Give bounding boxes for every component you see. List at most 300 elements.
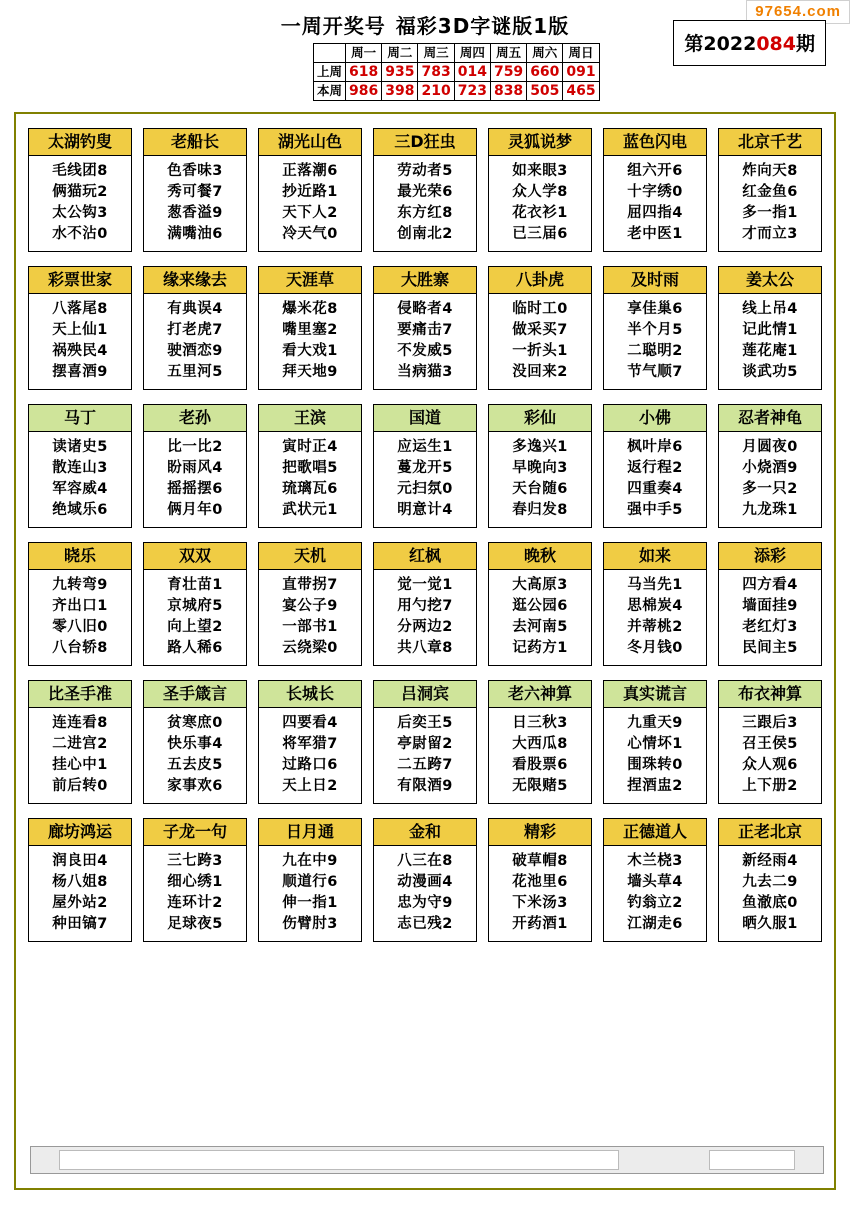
- card-line: 钓翁立2: [627, 895, 683, 911]
- card-line: 九在中9: [282, 853, 338, 869]
- riddle-card[interactable]: [258, 404, 362, 528]
- card-body: [374, 846, 476, 941]
- riddle-card[interactable]: [258, 266, 362, 390]
- card-line: 记此情1: [742, 322, 798, 338]
- card-line: 十字绣0: [627, 184, 683, 200]
- card-line: 上下册2: [742, 778, 798, 794]
- site-watermark: 97654.com: [746, 0, 850, 24]
- card-row: [28, 128, 822, 252]
- card-body: [489, 294, 591, 389]
- riddle-card[interactable]: [718, 128, 822, 252]
- card-line: 江湖走6: [627, 916, 683, 932]
- card-line: 没回来2: [512, 364, 568, 380]
- card-body: [259, 708, 361, 803]
- card-body: [144, 156, 246, 251]
- card-title: 蓝色闪电: [604, 129, 706, 156]
- riddle-card[interactable]: [603, 680, 707, 804]
- card-line: 五里河5: [167, 364, 223, 380]
- card-line: 众人观6: [742, 757, 798, 773]
- riddle-card[interactable]: [718, 266, 822, 390]
- riddle-card[interactable]: [28, 404, 132, 528]
- card-title: 三D狂虫: [374, 129, 476, 156]
- card-line: 家事欢6: [167, 778, 223, 794]
- card-line: 驶酒恋9: [167, 343, 223, 359]
- page-header: [0, 0, 850, 110]
- card-line: 东方红8: [397, 205, 453, 221]
- card-line: 心情坏1: [627, 736, 683, 752]
- cell-value: 723: [454, 82, 490, 101]
- card-line: 俩月年0: [167, 502, 223, 518]
- card-line: 武状元1: [282, 502, 338, 518]
- card-title: 太湖钓叟: [29, 129, 131, 156]
- card-row: [28, 680, 822, 804]
- card-title: 小佛: [604, 405, 706, 432]
- card-line: 冷天气0: [282, 226, 338, 242]
- riddle-card[interactable]: [488, 818, 592, 942]
- riddle-card[interactable]: [258, 542, 362, 666]
- card-line: 秀可餐7: [167, 184, 223, 200]
- card-body: [259, 432, 361, 527]
- riddle-card[interactable]: [143, 404, 247, 528]
- cell-value: 935: [382, 63, 418, 82]
- card-body: [604, 294, 706, 389]
- card-line: 润良田4: [52, 853, 108, 869]
- card-line: 快乐事4: [167, 736, 223, 752]
- card-body: [489, 846, 591, 941]
- card-title: 灵狐说梦: [489, 129, 591, 156]
- card-line: 枫叶岸6: [627, 439, 683, 455]
- card-line: 花衣衫1: [512, 205, 568, 221]
- card-line: 育壮苗1: [167, 577, 223, 593]
- card-line: 打老虎7: [167, 322, 223, 338]
- card-line: 四方看4: [742, 577, 798, 593]
- card-row: [28, 818, 822, 942]
- card-line: 节气顺7: [627, 364, 683, 380]
- card-line: 日三秋3: [512, 715, 568, 731]
- card-body: [489, 156, 591, 251]
- card-title: 彩票世家: [29, 267, 131, 294]
- card-title: 老船长: [144, 129, 246, 156]
- table-row: [314, 82, 600, 101]
- card-line: 把歌唱5: [282, 460, 338, 476]
- card-line: 八落尾8: [52, 301, 108, 317]
- card-line: 多一只2: [742, 481, 798, 497]
- card-title: 精彩: [489, 819, 591, 846]
- card-body: [604, 708, 706, 803]
- card-line: 多一指1: [742, 205, 798, 221]
- card-line: 半个月5: [627, 322, 683, 338]
- card-line: 围珠转0: [627, 757, 683, 773]
- card-line: 大西瓜8: [512, 736, 568, 752]
- card-body: [374, 708, 476, 803]
- card-title: 真实谎言: [604, 681, 706, 708]
- card-line: 花池里6: [512, 874, 568, 890]
- col-tue: 周二: [382, 44, 418, 63]
- card-line: 记药方1: [512, 640, 568, 656]
- card-line: 伤臂肘3: [282, 916, 338, 932]
- card-line: 晒久服1: [742, 916, 798, 932]
- corner-cell: [314, 44, 346, 63]
- card-body: [144, 432, 246, 527]
- card-line: 明意计4: [397, 502, 453, 518]
- card-row: [28, 266, 822, 390]
- card-body: [604, 846, 706, 941]
- card-title: 老孙: [144, 405, 246, 432]
- card-title: 金和: [374, 819, 476, 846]
- card-title: 大胜寨: [374, 267, 476, 294]
- card-line: 逛公园6: [512, 598, 568, 614]
- riddle-card[interactable]: [28, 818, 132, 942]
- card-line: 红金鱼6: [742, 184, 798, 200]
- card-line: 读诸史5: [52, 439, 108, 455]
- card-line: 九龙珠1: [742, 502, 798, 518]
- card-line: 当病猫3: [397, 364, 453, 380]
- riddle-card[interactable]: [373, 680, 477, 804]
- cell-value: 014: [454, 63, 490, 82]
- col-wed: 周三: [418, 44, 454, 63]
- card-body: [719, 294, 821, 389]
- card-title: 湖光山色: [259, 129, 361, 156]
- card-line: 三跟后3: [742, 715, 798, 731]
- card-body: [144, 570, 246, 665]
- riddle-card[interactable]: [718, 542, 822, 666]
- card-title: 正老北京: [719, 819, 821, 846]
- card-line: 四要看4: [282, 715, 338, 731]
- card-line: 开药酒1: [512, 916, 568, 932]
- card-line: 天下人2: [282, 205, 338, 221]
- card-body: [719, 570, 821, 665]
- card-title: 双双: [144, 543, 246, 570]
- card-line: 九转弯9: [52, 577, 108, 593]
- card-line: 摆喜酒9: [52, 364, 108, 380]
- card-line: 后奕王5: [397, 715, 453, 731]
- card-line: 九重天9: [627, 715, 683, 731]
- card-line: 足球夜5: [167, 916, 223, 932]
- card-title: 子龙一句: [144, 819, 246, 846]
- card-line: 连环计2: [167, 895, 223, 911]
- riddle-card[interactable]: [28, 266, 132, 390]
- col-sun: 周日: [563, 44, 599, 63]
- card-line: 将军猎7: [282, 736, 338, 752]
- card-line: 墙面挂9: [742, 598, 798, 614]
- riddle-card[interactable]: [718, 680, 822, 804]
- card-line: 共八章8: [397, 640, 453, 656]
- card-title: 红枫: [374, 543, 476, 570]
- cell-value: 210: [418, 82, 454, 101]
- footer-bar: [30, 1146, 824, 1174]
- riddle-card[interactable]: [603, 404, 707, 528]
- riddle-card[interactable]: [488, 404, 592, 528]
- card-body: [29, 708, 131, 803]
- card-body: [29, 570, 131, 665]
- card-line: 并蒂桃2: [627, 619, 683, 635]
- card-line: 贫寒庶0: [167, 715, 223, 731]
- footer-blank-wide: [59, 1150, 619, 1170]
- card-title: 彩仙: [489, 405, 591, 432]
- card-title: 比圣手准: [29, 681, 131, 708]
- riddle-card[interactable]: [258, 680, 362, 804]
- card-line: 有限酒9: [397, 778, 453, 794]
- card-line: 种田镐7: [52, 916, 108, 932]
- row-label-this-week: 本周: [314, 82, 346, 101]
- card-row: [28, 542, 822, 666]
- card-line: 众人学8: [512, 184, 568, 200]
- card-line: 比一比2: [167, 439, 223, 455]
- card-line: 满嘴油6: [167, 226, 223, 242]
- card-line: 老中医1: [627, 226, 683, 242]
- card-line: 齐出口1: [52, 598, 108, 614]
- card-line: 九去二9: [742, 874, 798, 890]
- card-line: 过路口6: [282, 757, 338, 773]
- card-line: 有典误4: [167, 301, 223, 317]
- card-line: 不发威5: [397, 343, 453, 359]
- card-line: 元扫氛0: [397, 481, 453, 497]
- col-fri: 周五: [490, 44, 526, 63]
- card-line: 破草帽8: [512, 853, 568, 869]
- card-line: 分两边2: [397, 619, 453, 635]
- card-line: 天上仙1: [52, 322, 108, 338]
- riddle-card[interactable]: [373, 404, 477, 528]
- riddle-card[interactable]: [488, 542, 592, 666]
- card-line: 摇摇摆6: [167, 481, 223, 497]
- card-body: [604, 570, 706, 665]
- card-title: 姜太公: [719, 267, 821, 294]
- card-line: 已三届6: [512, 226, 568, 242]
- card-body: [719, 432, 821, 527]
- riddle-card[interactable]: [258, 818, 362, 942]
- card-line: 大高原3: [512, 577, 568, 593]
- riddle-card[interactable]: [143, 680, 247, 804]
- table-row: [314, 63, 600, 82]
- card-title: 天机: [259, 543, 361, 570]
- card-line: 抄近路1: [282, 184, 338, 200]
- card-body: [604, 156, 706, 251]
- card-line: 返行程2: [627, 460, 683, 476]
- riddle-card[interactable]: [603, 818, 707, 942]
- cell-value: 505: [527, 82, 563, 101]
- card-line: 三七跨3: [167, 853, 223, 869]
- card-line: 顺道行6: [282, 874, 338, 890]
- card-line: 色香味3: [167, 163, 223, 179]
- card-line: 看大戏1: [282, 343, 338, 359]
- card-body: [29, 846, 131, 941]
- cell-value: 660: [527, 63, 563, 82]
- riddle-card[interactable]: [718, 404, 822, 528]
- card-line: 临时工0: [512, 301, 568, 317]
- card-line: 志已残2: [397, 916, 453, 932]
- card-line: 葱香溢9: [167, 205, 223, 221]
- cell-value: 986: [346, 82, 382, 101]
- card-line: 去河南5: [512, 619, 568, 635]
- card-title: 廊坊鸿运: [29, 819, 131, 846]
- card-title: 王滨: [259, 405, 361, 432]
- card-line: 零八旧0: [52, 619, 108, 635]
- card-line: 军容威4: [52, 481, 108, 497]
- card-line: 春归发8: [512, 502, 568, 518]
- card-line: 如来眼3: [512, 163, 568, 179]
- card-body: [259, 294, 361, 389]
- card-line: 天上日2: [282, 778, 338, 794]
- card-line: 用勺挖7: [397, 598, 453, 614]
- card-line: 侵略者4: [397, 301, 453, 317]
- riddle-card[interactable]: [28, 542, 132, 666]
- col-mon: 周一: [346, 44, 382, 63]
- card-body: [719, 156, 821, 251]
- card-title: 圣手箴言: [144, 681, 246, 708]
- card-body: [374, 156, 476, 251]
- card-title: 布衣神算: [719, 681, 821, 708]
- card-line: 俩猫玩2: [52, 184, 108, 200]
- card-line: 连连看8: [52, 715, 108, 731]
- card-line: 炸向天8: [742, 163, 798, 179]
- card-body: [489, 570, 591, 665]
- card-body: [144, 846, 246, 941]
- cell-value: 759: [490, 63, 526, 82]
- card-line: 直带拐7: [282, 577, 338, 593]
- riddle-card[interactable]: [603, 266, 707, 390]
- riddle-card[interactable]: [143, 128, 247, 252]
- card-body: [374, 432, 476, 527]
- card-line: 祸殃民4: [52, 343, 108, 359]
- card-title: 晓乐: [29, 543, 131, 570]
- riddle-card[interactable]: [373, 266, 477, 390]
- riddle-card[interactable]: [488, 680, 592, 804]
- card-line: 无限赌5: [512, 778, 568, 794]
- card-line: 盼雨风4: [167, 460, 223, 476]
- card-line: 多逸兴1: [512, 439, 568, 455]
- riddle-card[interactable]: [488, 266, 592, 390]
- card-line: 强中手5: [627, 502, 683, 518]
- footer-blank-narrow: [709, 1150, 795, 1170]
- card-line: 毛线团8: [52, 163, 108, 179]
- card-line: 享佳巢6: [627, 301, 683, 317]
- card-line: 老红灯3: [742, 619, 798, 635]
- riddle-card[interactable]: [28, 128, 132, 252]
- riddle-card[interactable]: [718, 818, 822, 942]
- riddle-card[interactable]: [603, 128, 707, 252]
- card-line: 木兰桡3: [627, 853, 683, 869]
- card-line: 一部书1: [282, 619, 338, 635]
- col-thu: 周四: [454, 44, 490, 63]
- card-line: 水不沾0: [52, 226, 108, 242]
- card-title: 添彩: [719, 543, 821, 570]
- card-line: 才而立3: [742, 226, 798, 242]
- card-line: 劳动者5: [397, 163, 453, 179]
- card-body: [604, 432, 706, 527]
- card-line: 拜天地9: [282, 364, 338, 380]
- riddle-card[interactable]: [258, 128, 362, 252]
- card-line: 莲花庵1: [742, 343, 798, 359]
- card-line: 云绕梁0: [282, 640, 338, 656]
- card-line: 组六开6: [627, 163, 683, 179]
- riddle-card[interactable]: [373, 542, 477, 666]
- row-label-last-week: 上周: [314, 63, 346, 82]
- card-line: 忠为守9: [397, 895, 453, 911]
- card-line: 杨八姐8: [52, 874, 108, 890]
- card-title: 日月通: [259, 819, 361, 846]
- card-title: 北京千艺: [719, 129, 821, 156]
- card-body: [374, 294, 476, 389]
- table-header-row: [314, 44, 600, 63]
- issue-number-badge: [673, 20, 826, 66]
- card-title: 马丁: [29, 405, 131, 432]
- weekly-draw-table: [313, 43, 600, 101]
- cell-value: 398: [382, 82, 418, 101]
- card-line: 民间主5: [742, 640, 798, 656]
- card-line: 琉璃瓦6: [282, 481, 338, 497]
- riddle-card[interactable]: [603, 542, 707, 666]
- card-line: 墙头草4: [627, 874, 683, 890]
- card-line: 挂心中1: [52, 757, 108, 773]
- card-title: 老六神算: [489, 681, 591, 708]
- card-line: 做采买7: [512, 322, 568, 338]
- riddle-card[interactable]: [373, 818, 477, 942]
- riddle-grid-frame: [14, 112, 836, 1190]
- card-body: [489, 432, 591, 527]
- card-line: 月圆夜0: [742, 439, 798, 455]
- card-line: 前后转0: [52, 778, 108, 794]
- card-line: 召王侯5: [742, 736, 798, 752]
- card-body: [259, 846, 361, 941]
- riddle-card[interactable]: [373, 128, 477, 252]
- cell-value: 618: [346, 63, 382, 82]
- card-line: 最光荣6: [397, 184, 453, 200]
- card-line: 八台轿8: [52, 640, 108, 656]
- card-line: 路人稀6: [167, 640, 223, 656]
- card-body: [259, 156, 361, 251]
- card-line: 爆米花8: [282, 301, 338, 317]
- riddle-card[interactable]: [143, 542, 247, 666]
- card-line: 寅时正4: [282, 439, 338, 455]
- riddle-card[interactable]: [488, 128, 592, 252]
- riddle-grid: [16, 114, 834, 942]
- title-sub: 福彩3D字谜版1版: [395, 14, 570, 38]
- card-line: 冬月钱0: [627, 640, 683, 656]
- riddle-card[interactable]: [28, 680, 132, 804]
- card-body: [719, 708, 821, 803]
- card-line: 八三在8: [397, 853, 453, 869]
- card-title: 国道: [374, 405, 476, 432]
- card-line: 思棉炭4: [627, 598, 683, 614]
- card-title: 忍者神龟: [719, 405, 821, 432]
- cell-value: 091: [563, 63, 599, 82]
- card-body: [29, 294, 131, 389]
- col-sat: 周六: [527, 44, 563, 63]
- card-line: 早晚向3: [512, 460, 568, 476]
- card-title: 吕洞宾: [374, 681, 476, 708]
- card-line: 马当先1: [627, 577, 683, 593]
- card-line: 下米汤3: [512, 895, 568, 911]
- card-line: 屈四指4: [627, 205, 683, 221]
- card-line: 应运生1: [397, 439, 453, 455]
- card-line: 屋外站2: [52, 895, 108, 911]
- card-body: [144, 708, 246, 803]
- card-line: 宴公子9: [282, 598, 338, 614]
- riddle-card[interactable]: [143, 818, 247, 942]
- riddle-card[interactable]: [143, 266, 247, 390]
- card-line: 二进宫2: [52, 736, 108, 752]
- card-body: [374, 570, 476, 665]
- card-line: 亭尉留2: [397, 736, 453, 752]
- card-title: 及时雨: [604, 267, 706, 294]
- cell-value: 838: [490, 82, 526, 101]
- card-line: 向上望2: [167, 619, 223, 635]
- card-line: 鱼澈底0: [742, 895, 798, 911]
- title-main: 一周开奖号: [280, 14, 386, 38]
- card-row: [28, 404, 822, 528]
- card-body: [259, 570, 361, 665]
- card-title: 天涯草: [259, 267, 361, 294]
